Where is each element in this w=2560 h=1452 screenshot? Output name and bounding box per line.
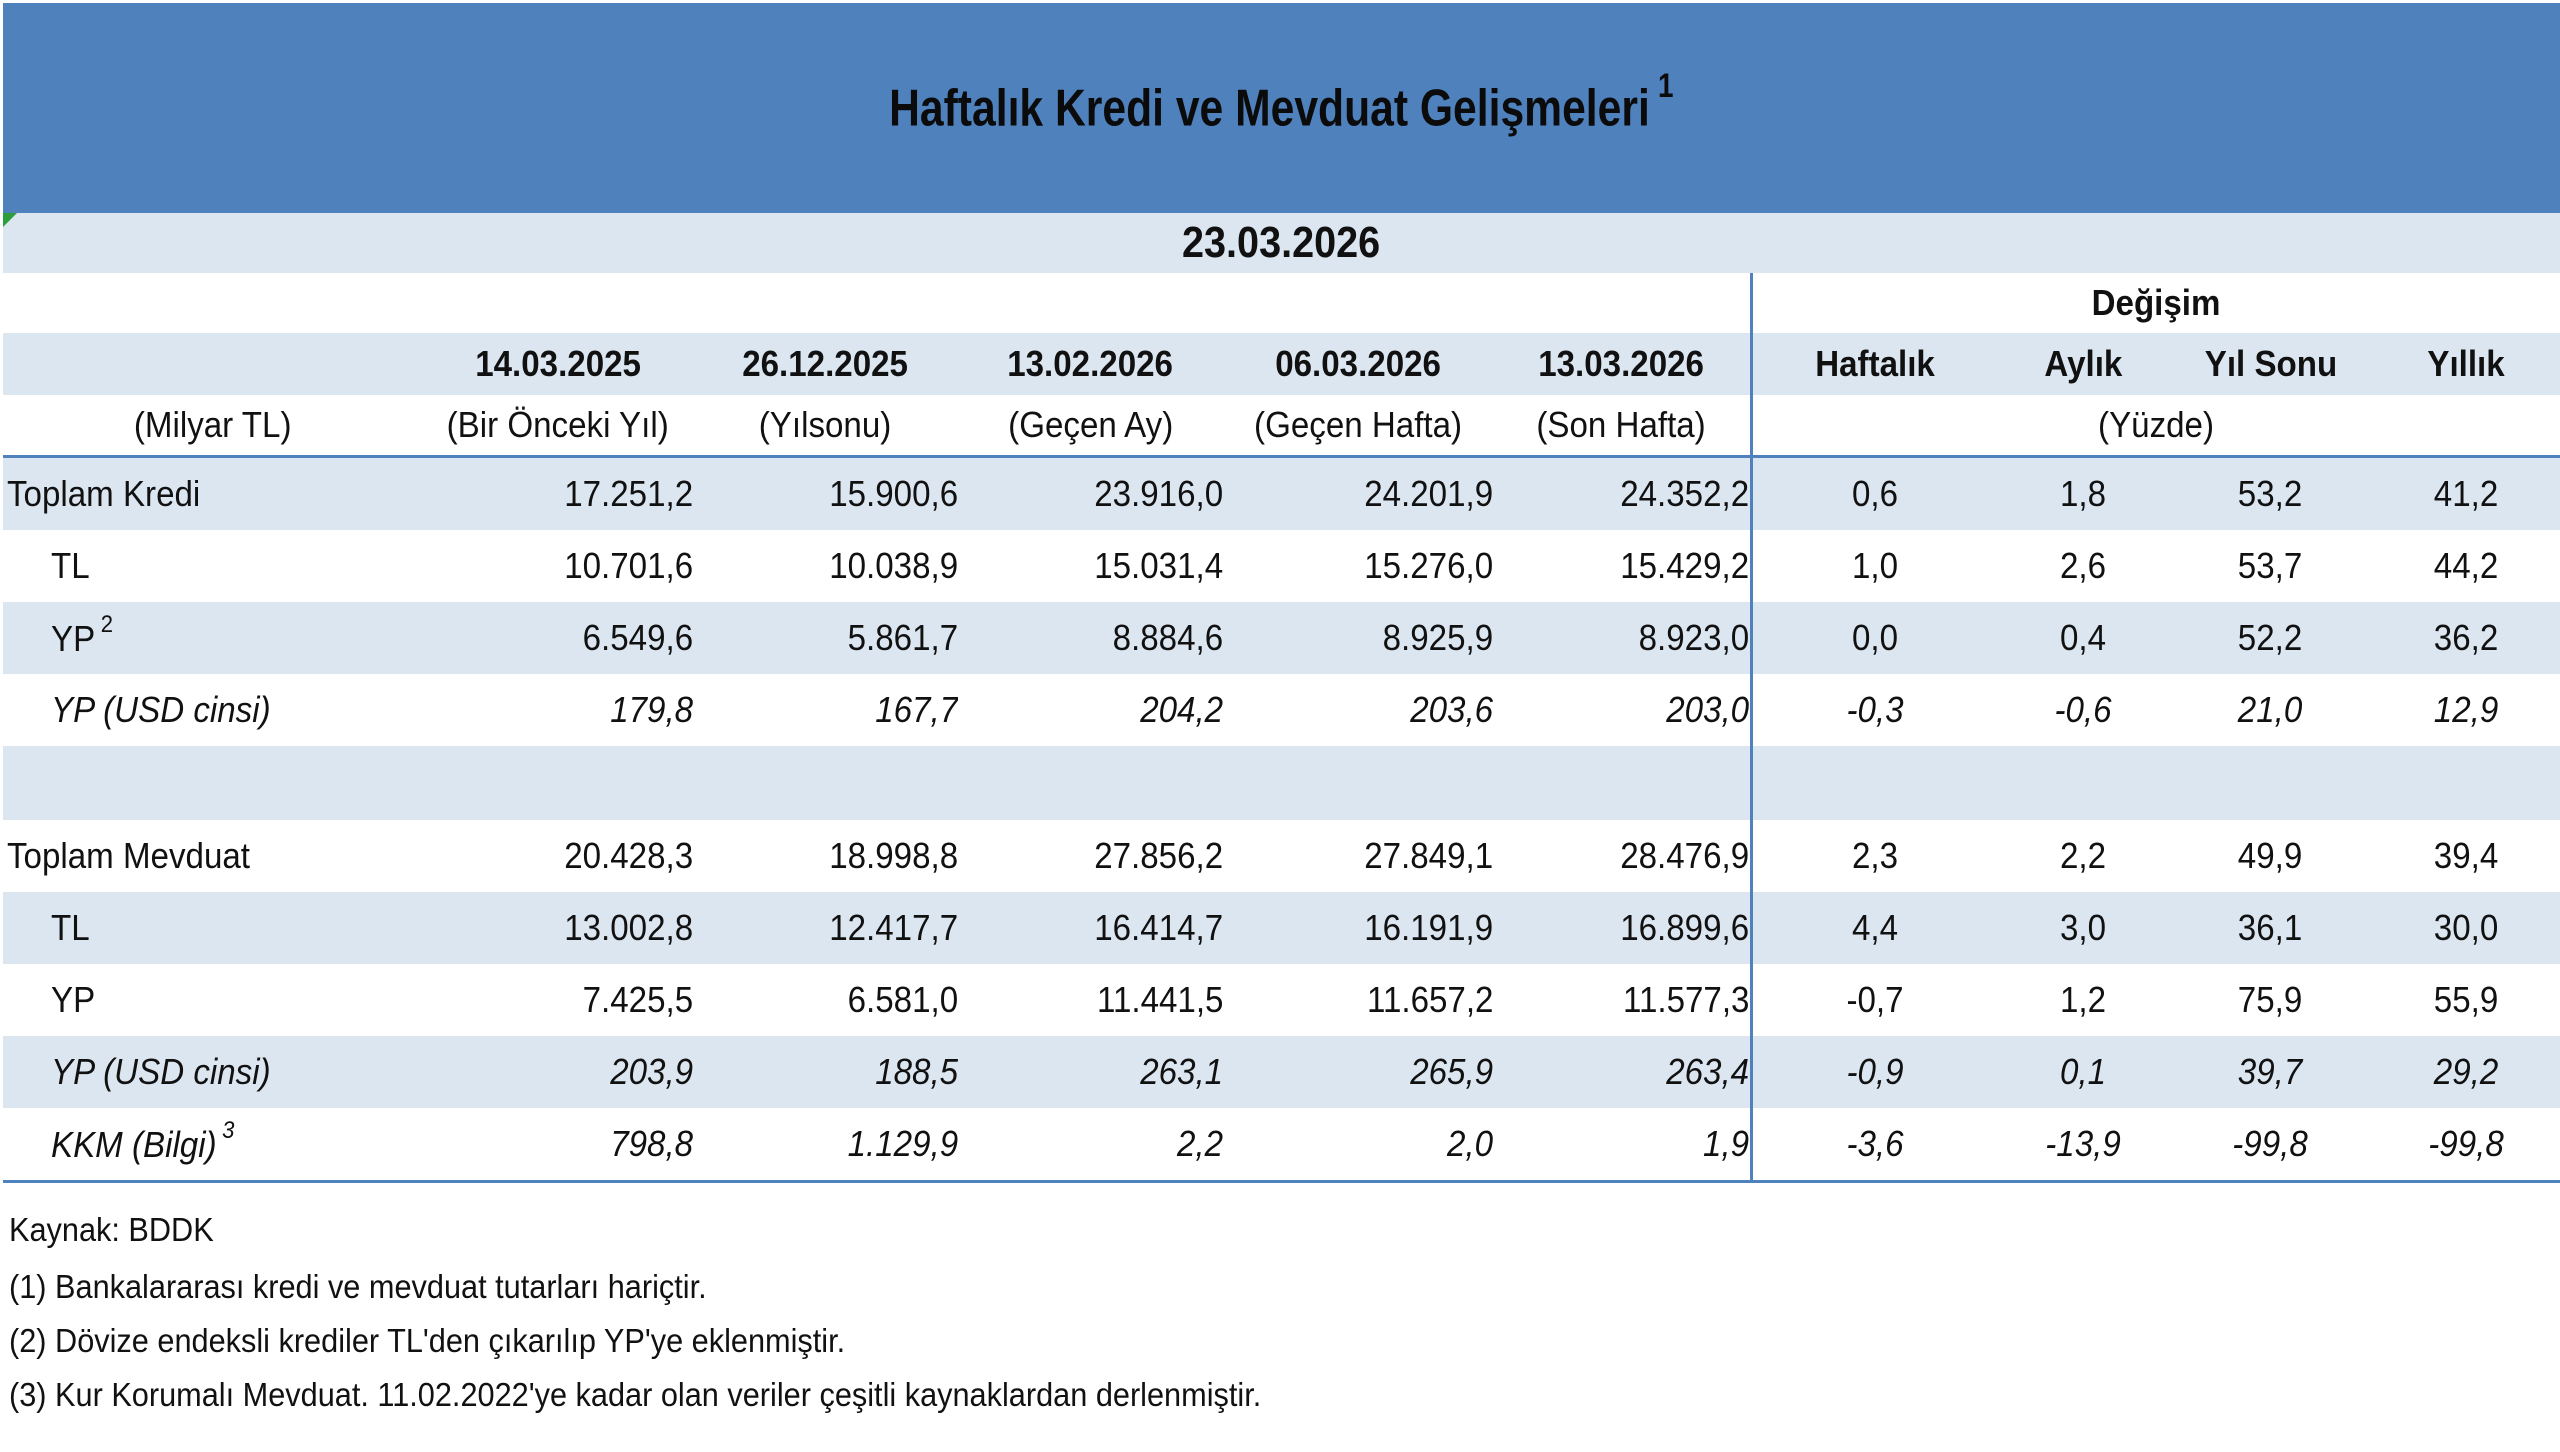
value-cell: 13.002,8 bbox=[423, 892, 693, 964]
table-row bbox=[3, 964, 2560, 1036]
row-label: YP bbox=[51, 979, 96, 1020]
change-cell: -13,9 bbox=[1997, 1108, 2169, 1182]
value-cell: 203,9 bbox=[423, 1036, 693, 1108]
column-header-desc: (Son Hafta) bbox=[1493, 395, 1751, 457]
title-band bbox=[3, 3, 2560, 213]
column-header-desc: (Yılsonu) bbox=[693, 395, 958, 457]
change-cell: 53,7 bbox=[2238, 545, 2303, 586]
row-label: KKM (Bilgi) $^3$ bbox=[3, 1108, 423, 1182]
change-cell: 39,4 bbox=[2433, 835, 2499, 876]
column-header-desc: (Geçen Ay) bbox=[958, 395, 1223, 457]
value-cell: 263,1 bbox=[958, 1036, 1223, 1108]
change-cell: 53,2 bbox=[2169, 457, 2372, 531]
value-cell: 167,7 bbox=[875, 689, 958, 730]
change-cell: -3,6 bbox=[1751, 1108, 1997, 1182]
change-cell: 1,2 bbox=[2059, 979, 2107, 1020]
change-cell: 3,0 bbox=[1997, 892, 2169, 964]
change-cell: -99,8 bbox=[2169, 1108, 2372, 1182]
change-cell: 0,6 bbox=[1751, 457, 1997, 531]
unit-label-left: (Milyar TL) bbox=[3, 395, 423, 457]
value-cell: 17.251,2 bbox=[423, 457, 693, 531]
change-cell: -0,6 bbox=[2054, 689, 2112, 730]
value-cell: 11.577,3 bbox=[1623, 979, 1750, 1020]
value-cell: 27.856,2 bbox=[1094, 835, 1223, 876]
row-label: Toplam Mevduat bbox=[7, 835, 251, 876]
value-cell: 10.038,9 bbox=[829, 545, 958, 586]
spacer-row bbox=[3, 746, 2560, 820]
change-cell: 12,9 bbox=[2433, 689, 2499, 730]
table-row bbox=[3, 457, 2560, 531]
value-cell: 15.031,4 bbox=[1094, 545, 1223, 586]
column-header-date: 06.03.2026 bbox=[1223, 333, 1493, 395]
column-header-desc: (Bir Önceki Yıl) bbox=[423, 395, 693, 457]
value-cell: 265,9 bbox=[1223, 1036, 1493, 1108]
change-cell: 39,7 bbox=[2169, 1036, 2372, 1108]
value-cell: 1.129,9 bbox=[693, 1108, 958, 1182]
value-cell: 23.916,0 bbox=[958, 457, 1223, 531]
value-cell: 11.657,2 bbox=[1366, 979, 1493, 1020]
column-header-change: Yıllık bbox=[2372, 333, 2560, 395]
value-cell: 24.201,9 bbox=[1223, 457, 1493, 531]
table-row bbox=[3, 1108, 2560, 1182]
value-cell: 15.429,2 bbox=[1620, 545, 1750, 586]
value-cell: 179,8 bbox=[610, 689, 693, 730]
header-row-dates bbox=[3, 333, 2560, 395]
change-cell: -99,8 bbox=[2372, 1108, 2560, 1182]
value-cell: 28.476,9 bbox=[1620, 835, 1750, 876]
column-header-date: 14.03.2025 bbox=[423, 333, 693, 395]
value-cell: 7.425,5 bbox=[582, 979, 693, 1020]
change-cell: -0,9 bbox=[1751, 1036, 1997, 1108]
value-cell: 16.191,9 bbox=[1223, 892, 1493, 964]
value-cell: 5.861,7 bbox=[693, 602, 958, 674]
value-cell: 2,2 bbox=[958, 1108, 1223, 1182]
table-row bbox=[3, 530, 2560, 602]
row-label: YP (USD cinsi) bbox=[51, 689, 271, 730]
column-header-change: Haftalık bbox=[1751, 333, 1997, 395]
value-cell: 6.581,0 bbox=[847, 979, 958, 1020]
value-cell: 203,0 bbox=[1666, 689, 1750, 730]
footnote: (3) Kur Korumalı Mevduat. 11.02.2022'ye kadar olan veriler çeşitli kaynaklardan derlenmiştir. bbox=[9, 1376, 1262, 1413]
table-row bbox=[3, 674, 2560, 746]
column-header-change: Yıl Sonu bbox=[2169, 333, 2372, 395]
change-cell: 2,3 bbox=[1751, 820, 1997, 892]
change-cell: 49,9 bbox=[2238, 835, 2303, 876]
value-cell: 16.899,6 bbox=[1493, 892, 1751, 964]
table-row bbox=[3, 892, 2560, 964]
change-cell: 41,2 bbox=[2372, 457, 2560, 531]
table-row bbox=[3, 820, 2560, 892]
value-cell: 18.998,8 bbox=[829, 835, 958, 876]
footnote-marker: 2 bbox=[100, 610, 113, 638]
table-row bbox=[3, 602, 2560, 674]
change-cell: 36,1 bbox=[2169, 892, 2372, 964]
page-title: Haftalık Kredi ve Mevduat Gelişmeleri $^1$ bbox=[889, 67, 1674, 138]
header-row-descriptions bbox=[3, 395, 2560, 457]
header-row-group bbox=[3, 273, 2560, 333]
unit-label-right: (Yüzde) bbox=[1751, 395, 2560, 457]
value-cell: 204,2 bbox=[1140, 689, 1223, 730]
change-cell: 2,2 bbox=[2059, 835, 2107, 876]
change-cell: 1,8 bbox=[1997, 457, 2169, 531]
change-cell: 44,2 bbox=[2433, 545, 2499, 586]
row-label: TL bbox=[3, 892, 423, 964]
column-header-date: 13.03.2026 bbox=[1493, 333, 1751, 395]
value-cell: 10.701,6 bbox=[564, 545, 693, 586]
column-header-date: 26.12.2025 bbox=[693, 333, 958, 395]
value-cell: 8.923,0 bbox=[1493, 602, 1751, 674]
value-cell: 20.428,3 bbox=[564, 835, 693, 876]
change-cell: 1,0 bbox=[1751, 530, 1997, 602]
column-header-change: Aylık bbox=[1997, 333, 2169, 395]
title-footnote-marker: 1 bbox=[1658, 67, 1674, 106]
footnote: (2) Dövize endeksli krediler TL'den çıkarılıp YP'ye eklenmiştir. bbox=[9, 1322, 846, 1359]
change-cell: 0,0 bbox=[1751, 602, 1997, 674]
date-band bbox=[3, 213, 2560, 273]
change-cell: 21,0 bbox=[2238, 689, 2303, 730]
change-cell: 2,6 bbox=[2059, 545, 2107, 586]
change-cell: 75,9 bbox=[2238, 979, 2303, 1020]
column-header-date: 13.02.2026 bbox=[958, 333, 1223, 395]
value-cell: 1,9 bbox=[1493, 1108, 1751, 1182]
value-cell: 15.276,0 bbox=[1364, 545, 1493, 586]
value-cell: 8.884,6 bbox=[958, 602, 1223, 674]
change-cell: 55,9 bbox=[2433, 979, 2499, 1020]
table-row bbox=[3, 1036, 2560, 1108]
source-line: Kaynak: BDDK bbox=[9, 1211, 214, 1248]
change-cell: 0,1 bbox=[1997, 1036, 2169, 1108]
row-label: YP (USD cinsi) bbox=[3, 1036, 423, 1108]
change-group-header: Değişim bbox=[1751, 273, 2560, 333]
row-label: TL bbox=[51, 545, 90, 586]
value-cell: 24.352,2 bbox=[1493, 457, 1751, 531]
change-cell: -0,7 bbox=[1751, 964, 1997, 1036]
value-cell: 27.849,1 bbox=[1364, 835, 1493, 876]
cell-comment-marker-icon bbox=[3, 213, 17, 227]
change-cell: 0,4 bbox=[1997, 602, 2169, 674]
value-cell: 15.900,6 bbox=[693, 457, 958, 531]
change-cell: 4,4 bbox=[1751, 892, 1997, 964]
value-cell: 203,6 bbox=[1410, 689, 1493, 730]
footnote: (1) Bankalararası kredi ve mevduat tutarları hariçtir. bbox=[9, 1268, 707, 1305]
notes-section bbox=[9, 1200, 2509, 1422]
value-cell: 6.549,6 bbox=[423, 602, 693, 674]
value-cell: 8.925,9 bbox=[1223, 602, 1493, 674]
value-cell: 11.441,5 bbox=[1096, 979, 1223, 1020]
change-cell: 30,0 bbox=[2372, 892, 2560, 964]
row-label: YP $^2$ bbox=[3, 602, 423, 674]
value-cell: 2,0 bbox=[1223, 1108, 1493, 1182]
value-cell: 16.414,7 bbox=[958, 892, 1223, 964]
change-cell: -0,3 bbox=[1751, 674, 1997, 746]
change-cell: 52,2 bbox=[2169, 602, 2372, 674]
column-header-desc: (Geçen Hafta) bbox=[1223, 395, 1493, 457]
change-cell: 36,2 bbox=[2372, 602, 2560, 674]
report-date: 23.03.2026 bbox=[1182, 218, 1381, 267]
credit-deposit-table bbox=[3, 273, 2560, 1183]
value-cell: 188,5 bbox=[693, 1036, 958, 1108]
row-label: Toplam Kredi bbox=[3, 457, 423, 531]
value-cell: 798,8 bbox=[423, 1108, 693, 1182]
value-cell: 263,4 bbox=[1493, 1036, 1751, 1108]
change-cell: 29,2 bbox=[2372, 1036, 2560, 1108]
footnote-marker: 3 bbox=[222, 1116, 235, 1144]
value-cell: 12.417,7 bbox=[693, 892, 958, 964]
